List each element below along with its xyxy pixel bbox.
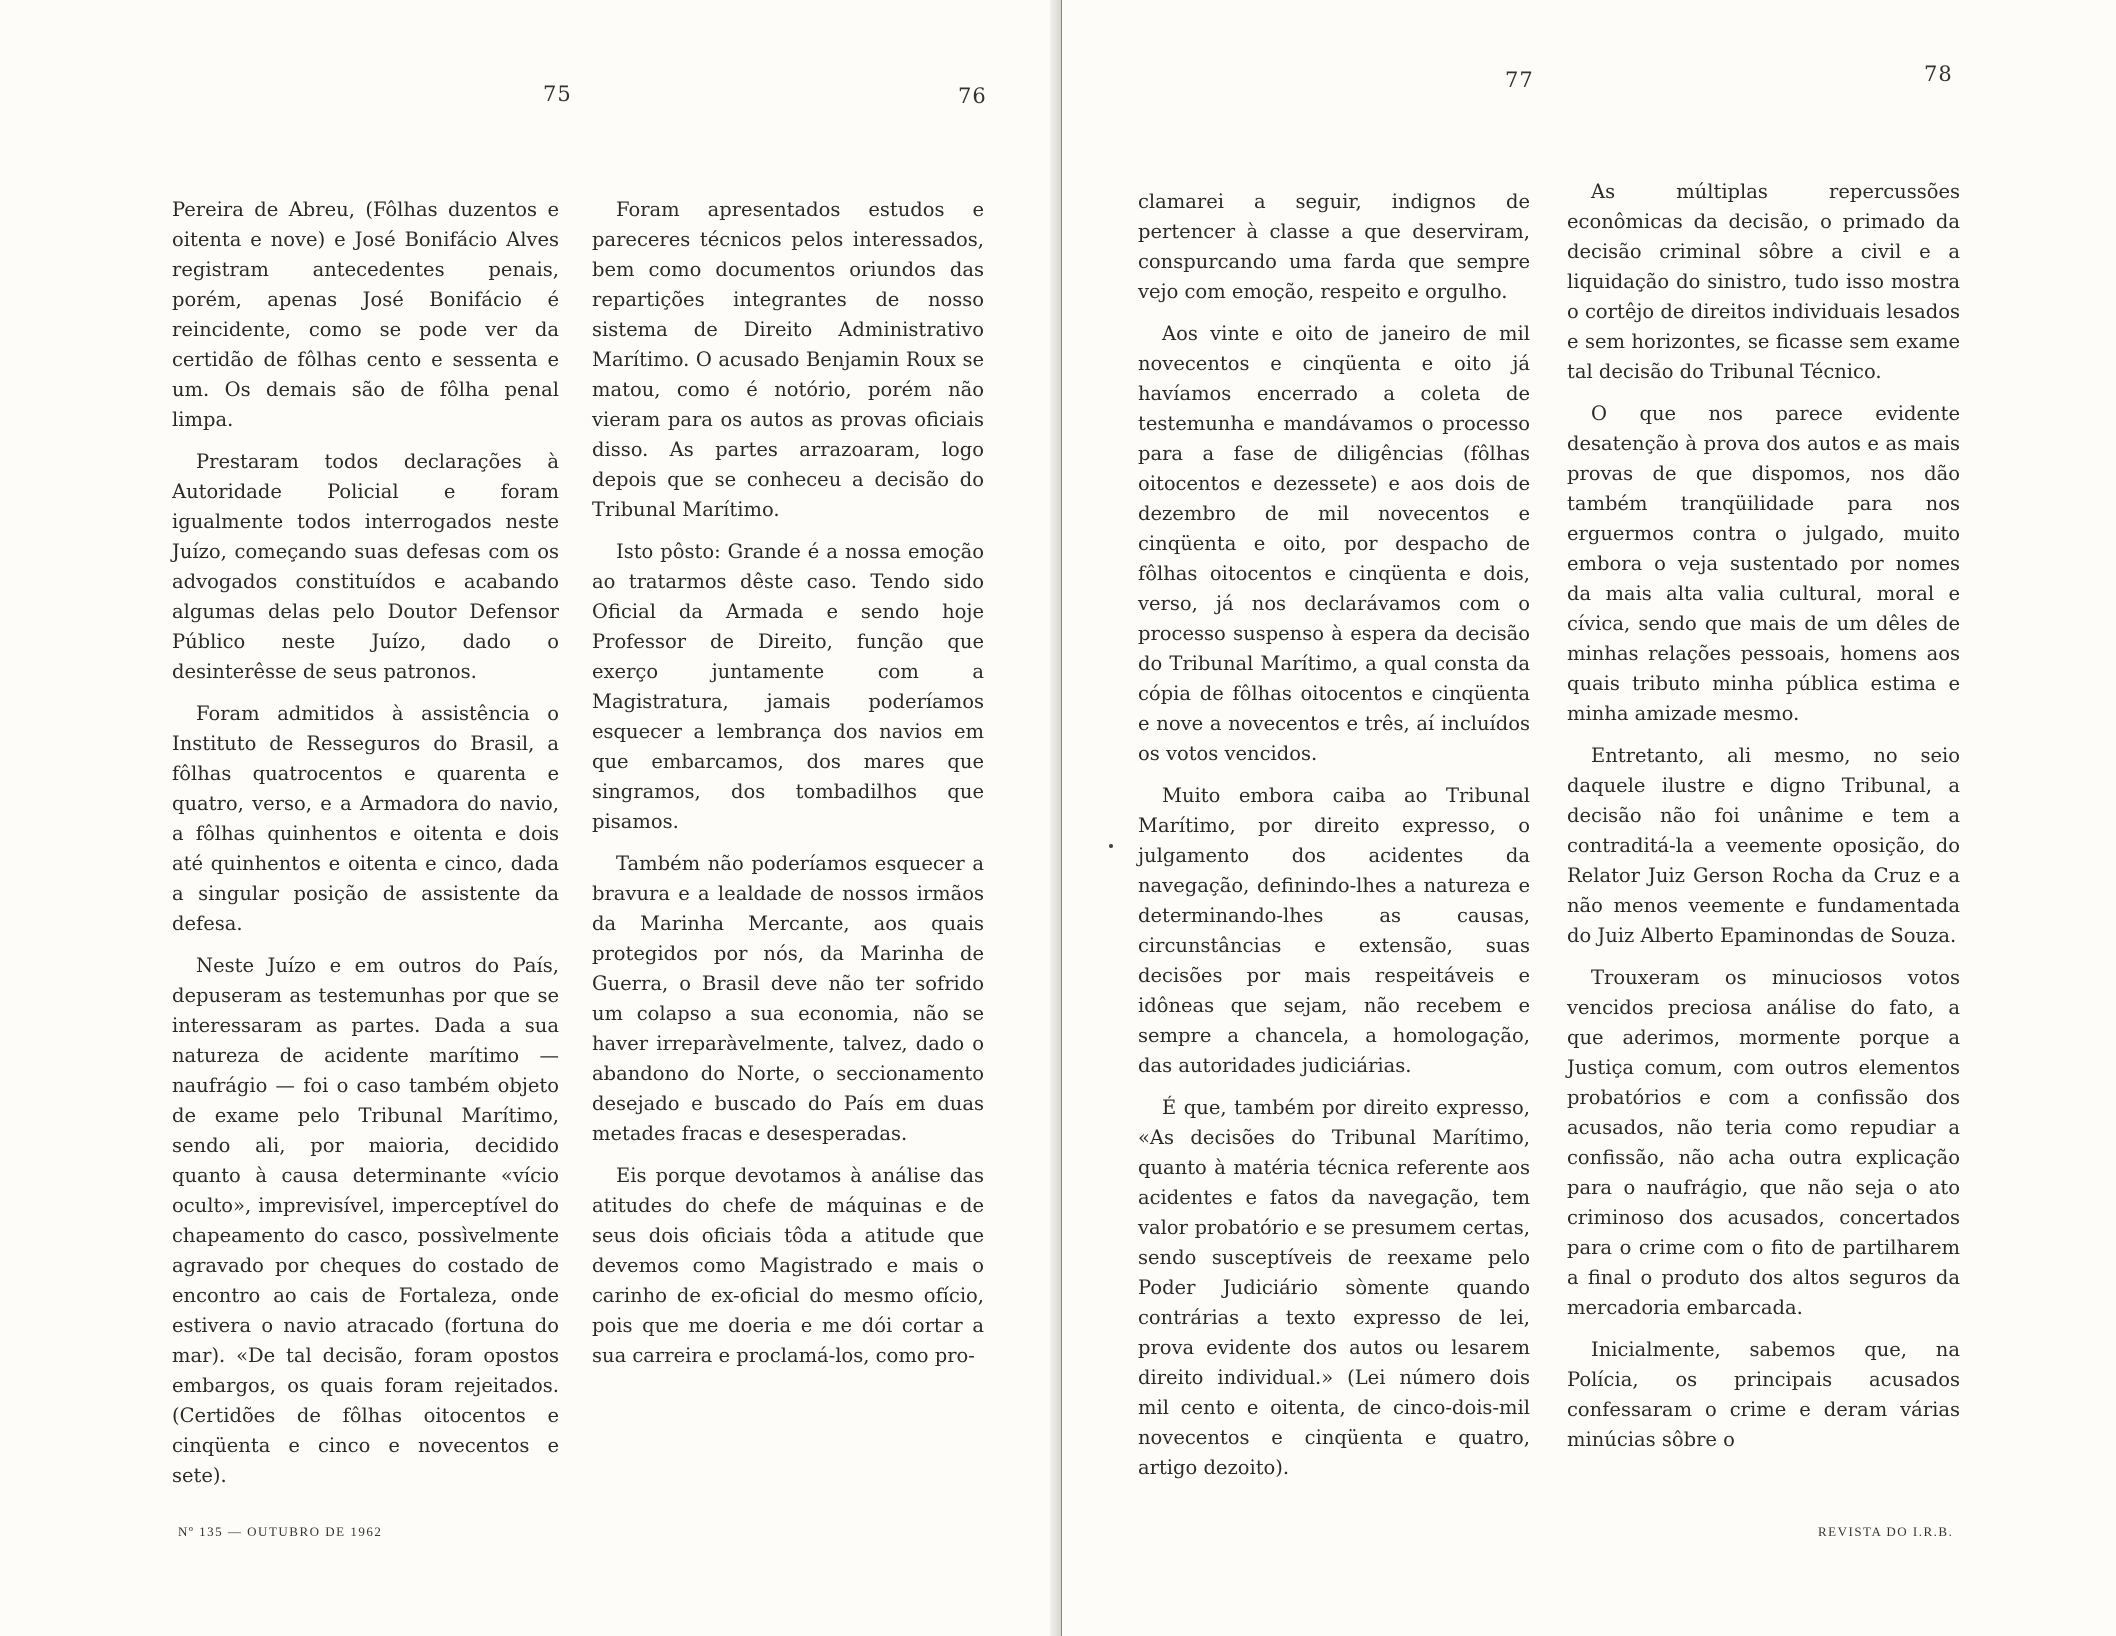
- paragraph: Muito embora caiba ao Tribunal Marítimo, por direito expresso, o julgamento dos acidentes da navegação, definindo-lhes a natureza e determinando-lhes as causas, circunstâncias e extensão, suas decisões por mais respeitáveis e idôneas que sejam, não recebem e sempre a chancela, a homologação, das autoridades judiciárias.: [1138, 784, 1530, 1077]
- paragraph: Foram admitidos à assistência o Instituto de Resseguros do Brasil, a fôlhas quatrocentos e quarenta e quatro, verso, e a Armadora do navio, a fôlhas quinhentos e oitenta e dois até quinhentos e oitenta e cinco, dada a singular posição de assistente da defesa.: [172, 702, 559, 935]
- footer-issue: Nº 135 — OUTUBRO DE 1962: [178, 1524, 383, 1539]
- page-number-78: 78: [1924, 62, 1953, 86]
- paragraph: Neste Juízo e em outros do País, depuseram as testemunhas por que se interessaram as partes. Dada a sua natureza de acidente marítimo — naufrágio — foi o caso também objeto de exame pelo Tribunal Marítimo, sendo ali, por maioria, decidido quanto à causa determinante «vício oculto», imprevisível, imperceptível do chapeamento do casco, possìvelmente agravado por cheques do costado de encontro ao cais de Fortaleza, onde estivera o navio atracado (fortuna do mar). «De tal decisão, foram opostos embargos, os quais foram rejeitados. (Certidões de fôlhas oitocentos e cinqüenta e cinco e novecentos e sete).: [172, 954, 559, 1487]
- paragraph: É que, também por direito expresso, «As decisões do Tribunal Marítimo, quanto à matéria técnica referente aos acidentes e fatos da navegação, tem valor probatório e se presumem certas, sendo susceptíveis de reexame pelo Poder Judiciário sòmente quando contrárias a texto expresso de lei, prova evidente dos autos ou lesarem direito individual.» (Lei número dois mil cento e oitenta, de cinco-dois-mil novecentos e cinqüenta e quatro, artigo dezoito).: [1138, 1096, 1530, 1479]
- paragraph: Foram apresentados estudos e pareceres técnicos pelos interessados, bem como documentos oriundos das repartições integrantes de nosso sistema de Direito Administrativo Marítimo. O acusado Benjamin Roux se matou, como é notório, porém não vieram para os autos as provas oficiais disso. As partes arrazoaram, logo depois que se conheceu a decisão do Tribunal Marítimo.: [592, 198, 984, 521]
- column-page-77: [1138, 187, 1530, 1495]
- paragraph: As múltiplas repercussões econômicas da decisão, o primado da decisão criminal sôbre a civil e a liquidação do sinistro, tudo isso mostra o cortêjo de direitos individuais lesados e sem horizontes, se ficasse sem exame tal decisão do Tribunal Técnico.: [1567, 180, 1960, 383]
- paragraph: Isto pôsto: Grande é a nossa emoção ao tratarmos dêste caso. Tendo sido Oficial da Armada e sendo hoje Professor de Direito, função que exerço juntamente com a Magistratura, jamais poderíamos esquecer a lembrança dos navios em que embarcamos, dos mares que singramos, dos tombadilhos que pisamos.: [592, 540, 984, 833]
- page-number-75: 75: [543, 82, 572, 106]
- paragraph: Entretanto, ali mesmo, no seio daquele ilustre e digno Tribunal, a decisão não foi unânime e tem a contraditá-la a veemente oposição, do Relator Juiz Gerson Rocha da Cruz e a não menos veemente e fundamentada do Juiz Alberto Epaminondas de Souza.: [1567, 744, 1960, 947]
- paragraph: Inicialmente, sabemos que, na Polícia, os principais acusados confessaram o crime e deram várias minúcias sôbre o: [1567, 1338, 1960, 1451]
- right-page: [1062, 0, 2116, 1636]
- column-page-75: [172, 195, 559, 1503]
- paragraph: O que nos parece evidente desatenção à prova dos autos e as mais provas de que dispomos, nos dão também tranqüilidade para nos erguermos contra o julgado, muito embora o veja sustentado por nomes da mais alta valia cultural, moral e cívica, sendo que mais de um dêles de minhas relações pessoais, homens aos quais tributo minha pública estima e minha amizade mesmo.: [1567, 402, 1960, 725]
- paragraph: Prestaram todos declarações à Autoridade Policial e foram igualmente todos interrogados neste Juízo, começando suas defesas com os advogados constituídos e acabando algumas delas pelo Doutor Defensor Público neste Juízo, dado o desinterêsse de seus patronos.: [172, 450, 559, 683]
- footer-journal: REVISTA DO I.R.B.: [1818, 1524, 1954, 1539]
- paragraph: Eis porque devotamos à análise das atitudes do chefe de máquinas e de seus dois oficiais tôda a atitude que devemos como Magistrado e mais o carinho de ex-oficial do mesmo ofício, pois que me doeria e me dói cortar a sua carreira e proclamá-los, como pro-: [592, 1164, 984, 1367]
- ink-speck: [1109, 844, 1113, 848]
- column-page-76: [592, 195, 984, 1383]
- paragraph: clamarei a seguir, indignos de pertencer à classe a que deserviram, conspurcando uma farda que sempre vejo com emoção, respeito e orgulho.: [1138, 190, 1530, 303]
- column-page-78: [1567, 177, 1960, 1467]
- page-number-77: 77: [1505, 68, 1534, 92]
- paragraph: Trouxeram os minuciosos votos vencidos preciosa análise do fato, a que aderimos, mormente porque a Justiça comum, com outros elementos probatórios e com a confissão dos acusados, não teria como repudiar a confissão, não acha outra explicação para o naufrágio, que não seja o ato criminoso dos acusados, concertados para o crime com o fito de partilharem a final o produto dos altos seguros da mercadoria embarcada.: [1567, 966, 1960, 1319]
- paragraph: Aos vinte e oito de janeiro de mil novecentos e cinqüenta e oito já havíamos encerrado a coleta de testemunha e mandávamos o processo para a fase de diligências (fôlhas oitocentos e dezessete) e aos dois de dezembro de mil novecentos e cinqüenta e oito, por despacho de fôlhas oitocentos e cinqüenta e dois, verso, já nos declarávamos com o processo suspenso à espera da decisão do Tribunal Marítimo, a qual consta da cópia de fôlhas oitocentos e cinqüenta e nove a novecentos e três, aí incluídos os votos vencidos.: [1138, 322, 1530, 765]
- page-number-76: 76: [958, 84, 987, 108]
- paragraph: Também não poderíamos esquecer a bravura e a lealdade de nossos irmãos da Marinha Mercante, aos quais protegidos por nós, da Marinha de Guerra, o Brasil deve não ter sofrido um colapso a sua economia, não se haver irreparàvelmente, talvez, dado o abandono do Norte, o seccionamento desejado e buscado do País em duas metades fracas e desesperadas.: [592, 852, 984, 1145]
- paragraph: Pereira de Abreu, (Fôlhas duzentos e oitenta e nove) e José Bonifácio Alves registram antecedentes penais, porém, apenas José Bonifácio é reincidente, como se pode ver da certidão de fôlhas cento e sessenta e um. Os demais são de fôlha penal limpa.: [172, 198, 559, 431]
